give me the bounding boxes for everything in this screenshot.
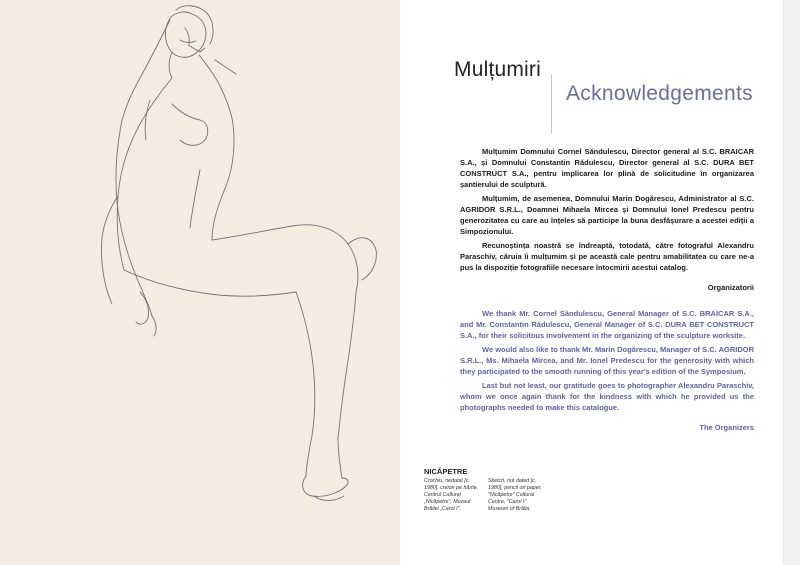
en-paragraph: Last but not least, our gratitude goes to photographer Alexandru Paraschiv, whom we once again thank for the kindness with which he provided us the photographs needed to make this catalogue. [460, 381, 754, 412]
caption-artist: NICĂPETRE [424, 467, 468, 476]
caption-columns [424, 478, 559, 513]
ro-paragraph: Recunoștința noastră se îndreaptă, totodată, către fotograful Alexandru Paraschiv, căruia îi mulțumim și pe această cale pentru amabilitatea cu care ne-a pus la dispoziție fotografiile necesare întocmirii acestui catalog. [460, 241, 754, 272]
page-edge-strip [783, 0, 800, 565]
en-paragraph: We would also like to thank Mr. Marin Dogărescu, Manager of S.C. AGRIDOR S.R.L., Ms. Mihaela Mircea, and Mr. Ionel Predescu for the generosity with which they participated to the smooth running of this year's edition of the Symposium. [460, 345, 754, 376]
artwork-caption [424, 467, 559, 513]
ro-paragraph: Mulțumim, de asemenea, Domnului Marin Dogărescu, Administrator al S.C. AGRIDOR S.R.L., Doamnei Mihaela Mircea și Domnului Ionel Predescu pentru generozitatea cu care au înțeles să participe la buna desfășurare a acestei ediții a Simpozionului. [460, 194, 754, 236]
caption-romanian: Crochiu, nedatat [c. 1980], creion pe hârtie, Centrul Cultural „Nicăpetre", Muzeul Brăilei „Carol I". [424, 478, 479, 512]
en-signature: The Organizers [699, 423, 754, 432]
ro-signature: Organizatorii [707, 283, 754, 292]
heading-romanian: Mulțumiri [454, 58, 541, 81]
heading-english: Acknowledgements [566, 82, 753, 105]
en-paragraph: We thank Mr. Cornel Săndulescu, General Manager of S.C. BRAICAR S.A., and Mr. Constantin Rădulescu, General Manager of S.C. DURA BET CONSTRUCT S.A., for their solicitous involvement in the organizing of the sculpture worksite. [460, 309, 754, 340]
english-text-block [460, 308, 754, 436]
caption-english: Sketch, not dated [c. 1980], pencil on paper, "Nicăpetre" Cultural Centre, "Carol I" Museum of Brăila. [488, 478, 542, 512]
romanian-text-block [460, 146, 754, 296]
ro-paragraph: Mulțumim Domnului Cornel Săndulescu, Director general al S.C. BRAICAR S.A., și Domnului Constantin Rădulescu, Director general al S.C. DURA BET CONSTRUCT S.A., pentru implicarea lor plină de solicitudine în organizarea șantierului de sculptură. [460, 147, 754, 189]
heading-divider [551, 74, 552, 134]
